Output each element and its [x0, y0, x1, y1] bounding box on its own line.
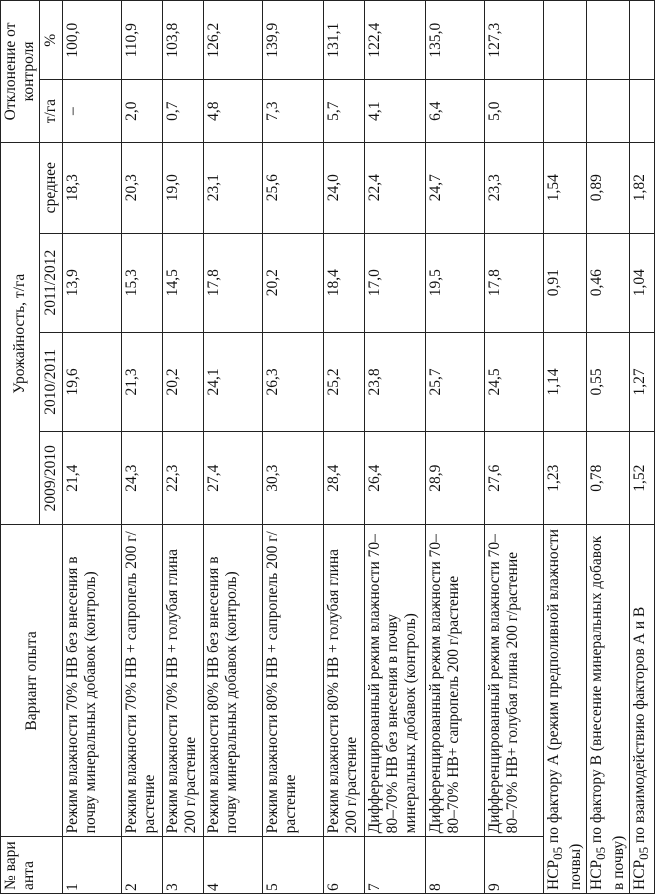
cell-no: 4 [204, 837, 263, 894]
cell-dev-tha: 7,3 [263, 80, 324, 142]
table-row [122, 1, 163, 894]
table-row [426, 1, 485, 894]
cell-dev-percent: 122,4 [365, 1, 426, 80]
cell-2010: 1,27 [630, 332, 655, 431]
cell-no: 3 [163, 837, 204, 894]
nsr-prefix: НСР [588, 859, 606, 890]
cell-2009: 24,3 [122, 431, 163, 525]
cell-2010: 20,2 [163, 332, 204, 431]
cell-average: 25,6 [263, 142, 324, 233]
cell-average: 1,54 [544, 142, 587, 233]
table-body [63, 1, 655, 894]
header-no: № вари анта [1, 837, 63, 894]
cell-empty [544, 1, 587, 80]
cell-empty [544, 80, 587, 142]
cell-dev-tha: 5,7 [324, 80, 365, 142]
cell-no: 8 [426, 837, 485, 894]
nsr-text: по взаимодействию факторов А и В [631, 606, 649, 847]
cell-average: 22,4 [365, 142, 426, 233]
cell-variant: Режим влажности 70% НВ + сапропель 200 г/растение [122, 525, 163, 837]
cell-dev-percent: 100,0 [63, 1, 122, 80]
cell-dev-percent: 126,2 [204, 1, 263, 80]
nsr-label [587, 525, 630, 894]
cell-2009: 27,6 [485, 431, 544, 525]
header-row-1 [1, 1, 40, 894]
cell-variant: Дифференцированный режим влажности 70–80–70% НВ+ сапропель 200 г/растение [426, 525, 485, 837]
table-row [263, 1, 324, 894]
cell-average: 24,0 [324, 142, 365, 233]
cell-no: 6 [324, 837, 365, 894]
nsr-row [544, 1, 587, 894]
cell-2010: 26,3 [263, 332, 324, 431]
cell-no: 1 [63, 837, 122, 894]
cell-2011: 0,91 [544, 233, 587, 332]
cell-no: 7 [365, 837, 426, 894]
cell-no: 2 [122, 837, 163, 894]
header-year-2011: 2011/2012 [40, 233, 63, 332]
nsr-label [630, 525, 655, 894]
cell-2009: 0,78 [587, 431, 630, 525]
cell-variant: Дифференцированный режим влажности 70–80–70% НВ+ голубая глина 200 г/растение [485, 525, 544, 837]
cell-empty [587, 80, 630, 142]
cell-2009: 1,23 [544, 431, 587, 525]
nsr-text: по фактору А (режим предполивной влажности почвы) [545, 529, 585, 890]
cell-dev-percent: 110,9 [122, 1, 163, 80]
cell-average: 20,3 [122, 142, 163, 233]
table-row [63, 1, 122, 894]
cell-dev-tha: 6,4 [426, 80, 485, 142]
header-yield: Урожайность, т/га [1, 142, 40, 525]
header-deviation: Отклонение от контроля [1, 1, 40, 143]
cell-average: 19,0 [163, 142, 204, 233]
cell-2010: 19,6 [63, 332, 122, 431]
cell-variant: Режим влажности 70% НВ + голубая глина 200 г/растение [163, 525, 204, 837]
cell-2011: 0,46 [587, 233, 630, 332]
cell-2011: 1,04 [630, 233, 655, 332]
cell-variant: Дифференцированный режим влажности 70–80–70% НВ без внесения в почву минеральных добавок (контроль) [365, 525, 426, 837]
cell-2009: 28,9 [426, 431, 485, 525]
cell-variant: Режим влажности 80% НВ без внесения в почву минеральных добавок (контроль) [204, 525, 263, 837]
cell-2009: 30,3 [263, 431, 324, 525]
cell-2010: 24,5 [485, 332, 544, 431]
header-variant: Вариант опыта [1, 525, 63, 837]
nsr-subscript: 05 [550, 846, 566, 860]
cell-2009: 1,52 [630, 431, 655, 525]
cell-dev-percent: 135,0 [426, 1, 485, 80]
cell-2010: 23,8 [365, 332, 426, 431]
cell-2010: 25,2 [324, 332, 365, 431]
cell-2010: 0,55 [587, 332, 630, 431]
nsr-label [544, 525, 587, 894]
header-year-2009: 2009/2010 [40, 431, 63, 525]
header-average: среднее [40, 142, 63, 233]
cell-2011: 17,0 [365, 233, 426, 332]
cell-2009: 26,4 [365, 431, 426, 525]
table-row [324, 1, 365, 894]
cell-dev-tha: 0,7 [163, 80, 204, 142]
cell-dev-tha: 4,8 [204, 80, 263, 142]
cell-2010: 25,7 [426, 332, 485, 431]
header-dev-tha: т/га [40, 80, 63, 142]
cell-2011: 18,4 [324, 233, 365, 332]
cell-average: 1,82 [630, 142, 655, 233]
nsr-row [587, 1, 630, 894]
nsr-subscript: 05 [593, 846, 609, 860]
cell-average: 0,89 [587, 142, 630, 233]
nsr-prefix: НСР [545, 859, 562, 890]
cell-2009: 22,3 [163, 431, 204, 525]
cell-2011: 17,8 [204, 233, 263, 332]
cell-2009: 21,4 [63, 431, 122, 525]
cell-variant: Режим влажности 80% НВ + сапропель 200 г/растение [263, 525, 324, 837]
cell-2010: 1,14 [544, 332, 587, 431]
cell-no: 5 [263, 837, 324, 894]
cell-dev-percent: 131,1 [324, 1, 365, 80]
cell-dev-percent: 103,8 [163, 1, 204, 80]
cell-dev-tha: 5,0 [485, 80, 544, 142]
cell-average: 23,3 [485, 142, 544, 233]
cell-variant: Режим влажности 80% НВ + голубая глина 200 г/растение [324, 525, 365, 837]
table-row [204, 1, 263, 894]
cell-2011: 13,9 [63, 233, 122, 332]
header-year-2010: 2010/2011 [40, 332, 63, 431]
header-dev-percent: % [40, 1, 63, 80]
cell-empty [587, 1, 630, 80]
cell-2009: 27,4 [204, 431, 263, 525]
cell-dev-tha: 4,1 [365, 80, 426, 142]
cell-2009: 28,4 [324, 431, 365, 525]
cell-2010: 24,1 [204, 332, 263, 431]
cell-average: 23,1 [204, 142, 263, 233]
table-row [365, 1, 426, 894]
cell-2011: 15,3 [122, 233, 163, 332]
nsr-prefix: НСР [631, 859, 649, 890]
nsr-text: по фактору В (внесение минеральных добавок в почву) [588, 535, 628, 890]
cell-average: 24,7 [426, 142, 485, 233]
nsr-subscript: 05 [636, 846, 652, 860]
cell-average: 18,3 [63, 142, 122, 233]
cell-empty [630, 1, 655, 80]
cell-variant: Режим влажности 70% НВ без внесения в почву минеральных добавок (контроль) [63, 525, 122, 837]
cell-dev-tha: – [63, 80, 122, 142]
cell-no: 9 [485, 837, 544, 894]
nsr-row [630, 1, 655, 894]
cell-2011: 19,5 [426, 233, 485, 332]
cell-2011: 17,8 [485, 233, 544, 332]
table-row [163, 1, 204, 894]
cell-2010: 21,3 [122, 332, 163, 431]
cell-dev-percent: 127,3 [485, 1, 544, 80]
cell-empty [630, 80, 655, 142]
cell-2011: 20,2 [263, 233, 324, 332]
cell-dev-percent: 139,9 [263, 1, 324, 80]
table-row [485, 1, 544, 894]
cell-2011: 14,5 [163, 233, 204, 332]
cell-dev-tha: 2,0 [122, 80, 163, 142]
